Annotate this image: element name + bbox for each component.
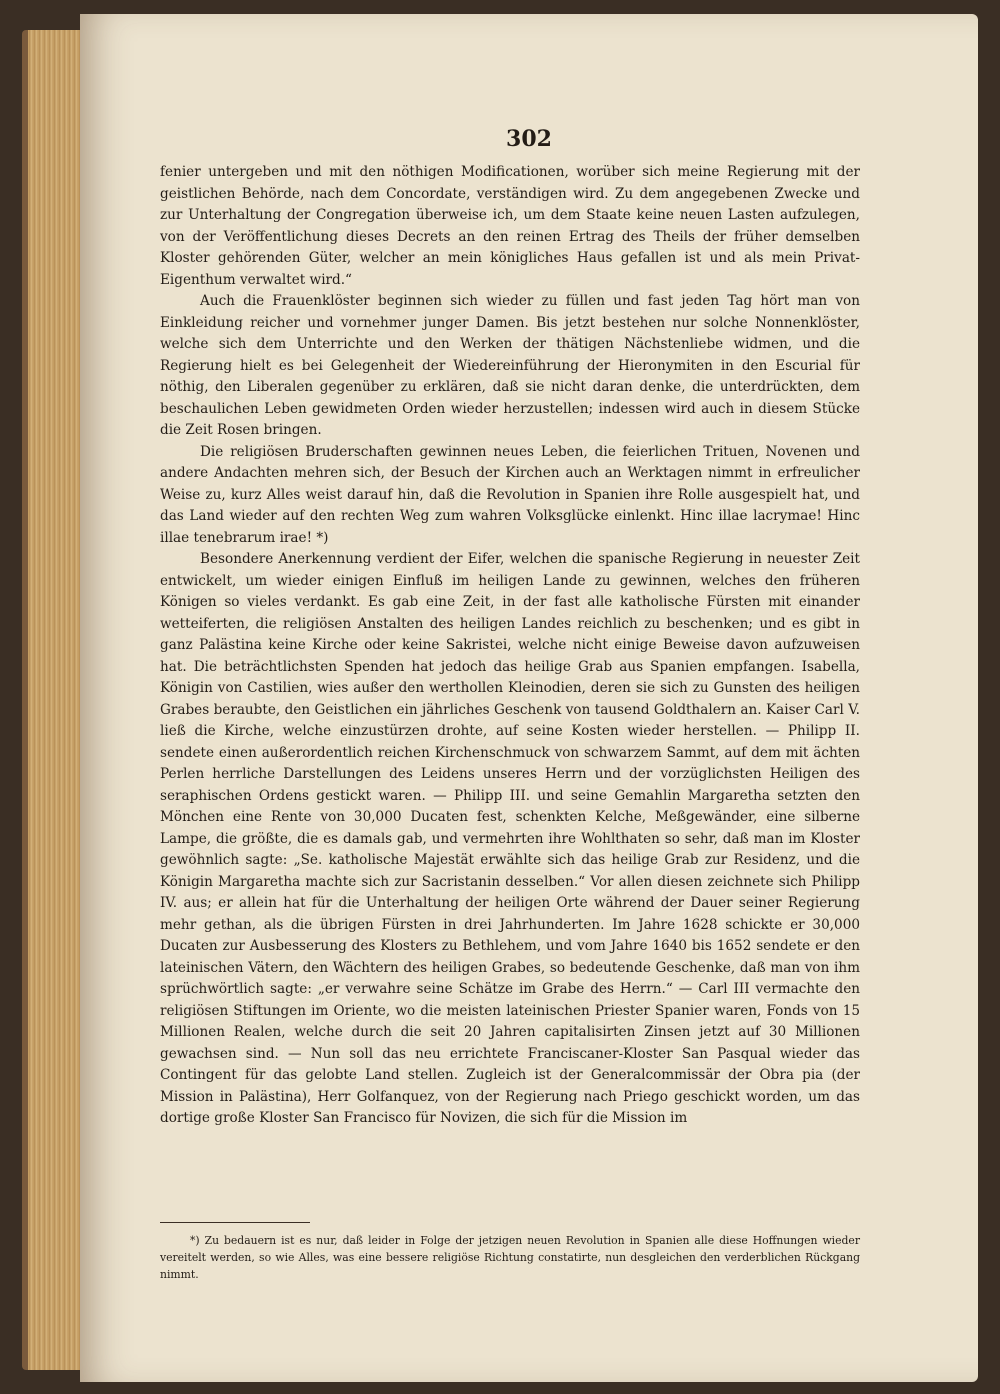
paragraph: Besondere Anerkennung verdient der Eifer, welchen die spanische Regierung in neuester Zeit entwickelt, um wieder einigen Einfluß im heiligen Lande zu gewinnen, welches den früheren Königen so vieles verdankt. Es gab eine Zeit, in der fast alle katholische Fürsten mit einander wetteiferten, die religiösen Anstalten des heiligen Landes reichlich zu beschenken; und es gibt in ganz Palästina keine Kirche oder keine Sakristei, welche nicht einige Beweise davon aufzuweisen hat. Die beträchtlichsten Spenden hat jedoch das heilige Grab aus Spanien empfangen. Isabella, Königin von Castilien, wies außer den werthollen Kleinodien, deren sie sich zu Gunsten des heiligen Grabes beraubte, den Geistlichen ein jährliches Geschenk von tausend Goldthalern an. Kaiser Carl V. ließ die Kirche, welche einzustürzen drohte, auf seine Kosten wieder herstellen. — Philipp II. sendete einen außerordentlich reichen Kirchenschmuck von schwarzem Sammt, auf dem mit ächten Perlen herrliche Darstellungen des Leidens unseres Herrn und der vorzüglichsten Heiligen des seraphischen Ordens gestickt waren. — Philipp III. und seine Gemahlin Margaretha setzten den Mönchen eine Rente von 30,000 Ducaten fest, schenkten Kelche, Meßgewänder, eine silberne Lampe, die größte, die es damals gab, und vermehrten ihre Wohlthaten so sehr, daß man im Kloster gewöhnlich sagte: „Se. katholische Majestät erwählte sich das heilige Grab zur Residenz, und die Königin Margaretha machte sich zur Sacristanin desselben.“ Vor allen diesen zeichnete sich Philipp IV. aus; er allein hat für die Unterhaltung der heiligen Orte während der Dauer seiner Regierung mehr gethan, als die übrigen Fürsten in drei Jahrhunderten. Im Jahre 1628 schickte er 30,000 Ducaten zur Ausbesserung des Klosters zu Bethlehem, und vom Jahre 1640 bis 1652 sendete er den lateinischen Vätern, den Wächtern des heiligen Grabes, so bedeutende Geschenke, daß man von ihm sprüchwörtlich sagte: „er verwahre seine Schätze im Grabe des Herrn.“ — Carl III vermachte den religiösen Stiftungen im Oriente, wo die meisten lateinischen Priester Spanier waren, Fonds von 15 Millionen Realen, welche durch die seit 20 Jahren capitalisirten Zinsen jetzt auf 30 Millionen gewachsen sind. — Nun soll das neu errichtete Franciscaner-Kloster San Pasqual wieder das Contingent für das gelobte Land stellen. Zugleich ist der Generalcommissär der Obra pia (der Mission in Palästina), Herr Golfanquez, von der Regierung nach Priego geschickt worden, um das dortige große Kloster San Francisco für Novizen, die sich für die Mission im <box>160 551 860 1126</box>
footnote: *) Zu bedauern ist es nur, daß leider in Folge der jetzigen neuen Revolution in Spanien alle diese Hoffnungen wieder vereitelt werden, so wie Alles, was eine bessere religiöse Richtung constatirte, nun desgleichen den verderblichen Rückgang nimmt. <box>160 1234 860 1281</box>
paragraph: fenier untergeben und mit den nöthigen Modificationen, worüber sich meine Regierung mit der geistlichen Behörde, nach dem Concordate, verständigen wird. Zu dem angegebenen Zwecke und zur Unterhaltung der Congregation überweise ich, um dem Staate keine neuen Lasten aufzulegen, von der Veröffentlichung dieses Decrets an den reinen Ertrag des Theils der früher demselben Kloster gehörenden Güter, welcher an mein königliches Haus gefallen ist und als mein Privat-Eigenthum verwaltet wird.“ <box>160 164 860 288</box>
footnote-rule <box>160 1222 310 1223</box>
page-number: 302 <box>506 126 552 152</box>
body-text <box>160 162 860 1130</box>
paragraph: Auch die Frauenklöster beginnen sich wieder zu füllen und fast jeden Tag hört man von Einkleidung reicher und vornehmer junger Damen. Bis jetzt bestehen nur solche Nonnenklöster, welche sich dem Unterrichte und den Werken der thätigen Nächstenliebe widmen, und die Regierung hielt es bei Gelegenheit der Wiedereinführung der Hieronymiten in den Escurial für nöthig, den Liberalen gegenüber zu erklären, daß sie nicht daran denke, die unterdrückten, dem beschaulichen Leben gewidmeten Orden wieder herzustellen; indessen wird auch in diesem Stücke die Zeit Rosen bringen. <box>160 293 860 438</box>
paragraph: Die religiösen Bruderschaften gewinnen neues Leben, die feierlichen Trituen, Novenen und andere Andachten mehren sich, der Besuch der Kirchen auch an Werktagen nimmt in erfreulicher Weise zu, kurz Alles weist darauf hin, daß die Revolution in Spanien ihre Rolle ausgespielt hat, und das Land wieder auf den rechten Weg zum wahren Volksglücke einlenkt. Hinc illae lacrymae! Hinc illae tenebrarum irae! *) <box>160 443 860 546</box>
page-edges <box>22 30 86 1370</box>
